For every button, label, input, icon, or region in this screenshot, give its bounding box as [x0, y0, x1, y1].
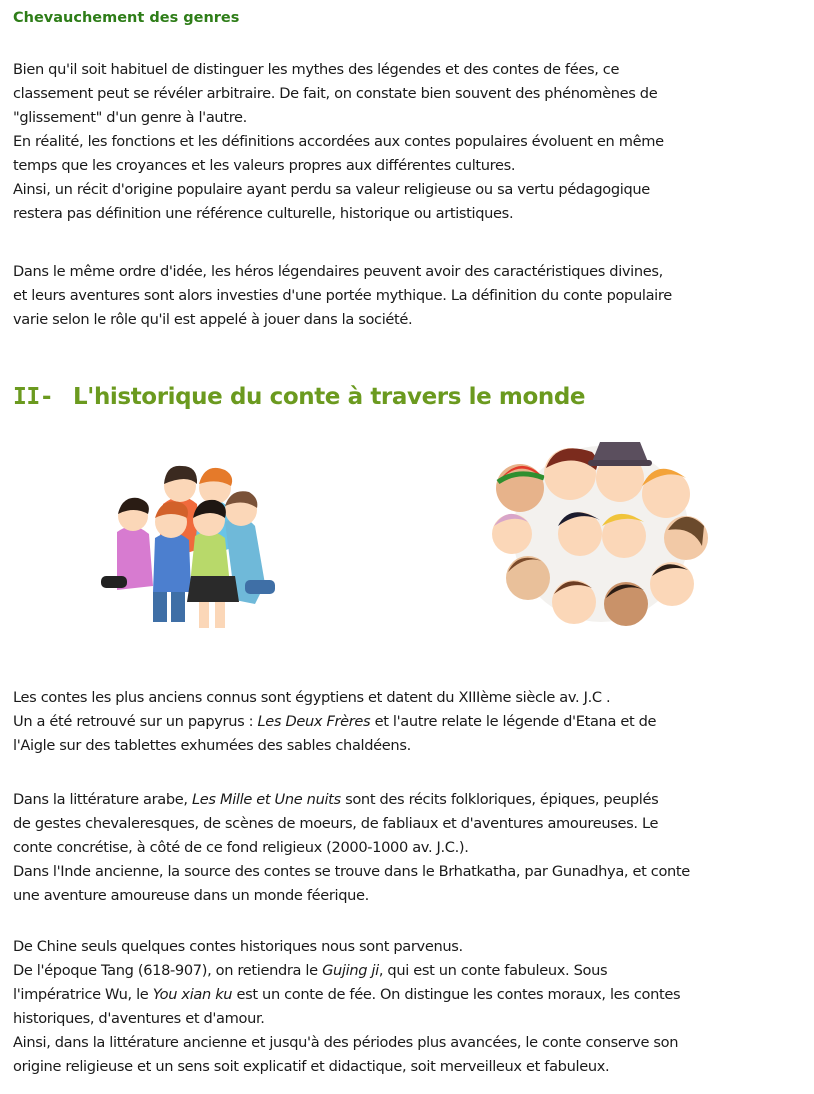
text-line: historiques, d'aventures et d'amour. — [13, 1010, 265, 1027]
text-line: Ainsi, un récit d'origine populaire ayant perdu sa valeur religieuse ou sa vertu pédagogique — [13, 181, 650, 198]
text-line: De l'époque Tang (618-907), on retiendra le Gujing ji, qui est un conte fabuleux. Sous — [13, 962, 608, 979]
text-line: et leurs aventures sont alors investies d'une portée mythique. La définition du conte populaire — [13, 287, 672, 304]
title-mille-nuits: Les Mille et Une nuits — [192, 791, 341, 808]
children-group-illustration — [95, 460, 285, 632]
child-figure — [101, 498, 153, 590]
heading-text: L'historique du conte à travers le monde — [73, 384, 586, 410]
heading-number: II- — [13, 384, 54, 410]
text-line: Les contes les plus anciens connus sont égyptiens et datent du XIIIème siècle av. J.C . — [13, 689, 611, 706]
text-line: Dans la littérature arabe, Les Mille et Une nuits sont des récits folkloriques, épiques, peuplés — [13, 791, 659, 808]
text-line: temps que les croyances et les valeurs propres aux différentes cultures. — [13, 157, 516, 174]
child-figure — [153, 501, 191, 622]
text-line: varie selon le rôle qu'il est appelé à jouer dans la société. — [13, 311, 413, 328]
paragraph-heroes — [13, 260, 803, 332]
paragraph-egypt — [13, 686, 803, 758]
paragraph-arab-india — [13, 788, 803, 908]
text-line: l'impératrice Wu, le You xian ku est un conte de fée. On distingue les contes moraux, les contes — [13, 986, 681, 1003]
text-line: une aventure amoureuse dans un monde féerique. — [13, 887, 369, 904]
paragraph-china — [13, 935, 803, 1079]
text-line: Dans le même ordre d'idée, les héros légendaires peuvent avoir des caractéristiques divines, — [13, 263, 663, 280]
text-line: Un a été retrouvé sur un papyrus : Les Deux Frères et l'autre relate le légende d'Etana et de — [13, 713, 657, 730]
text-line: classement peut se révéler arbitraire. De fait, on constate bien souvent des phénomènes de — [13, 85, 658, 102]
text-line: "glissement" d'un genre à l'autre. — [13, 109, 247, 126]
paragraph-genres — [13, 58, 803, 226]
text-line: En réalité, les fonctions et les définitions accordées aux contes populaires évoluent en même — [13, 133, 664, 150]
text-line: origine religieuse et un sens soit explicatif et didactique, soit merveilleux et fabuleux. — [13, 1058, 610, 1075]
text-line: de gestes chevaleresques, de scènes de moeurs, de fabliaux et d'aventures amoureuses. Le — [13, 815, 659, 832]
title-deux-freres: Les Deux Frères — [257, 713, 371, 730]
text-line: conte concrétise, à côté de ce fond religieux (2000-1000 av. J.C.). — [13, 839, 469, 856]
text-line: Bien qu'il soit habituel de distinguer les mythes des légendes et des contes de fées, ce — [13, 61, 620, 78]
text-line: Dans l'Inde ancienne, la source des contes se trouve dans le Brhatkatha, par Gunadhya, et conte — [13, 863, 690, 880]
text-line: De Chine seuls quelques contes historiques nous sont parvenus. — [13, 938, 463, 955]
title-gujing-ji: Gujing ji — [322, 962, 379, 979]
text-line: Ainsi, dans la littérature ancienne et jusqu'à des périodes plus avancées, le conte conserve son — [13, 1034, 679, 1051]
section-subtitle: Chevauchement des genres — [13, 10, 240, 26]
kids-circle-illustration — [490, 438, 712, 628]
title-you-xian-ku: You xian ku — [152, 986, 233, 1003]
text-line: restera pas définition une référence culturelle, historique ou artistiques. — [13, 205, 514, 222]
text-line: l'Aigle sur des tablettes exhumées des sables chaldéens. — [13, 737, 411, 754]
section-heading — [13, 384, 585, 410]
